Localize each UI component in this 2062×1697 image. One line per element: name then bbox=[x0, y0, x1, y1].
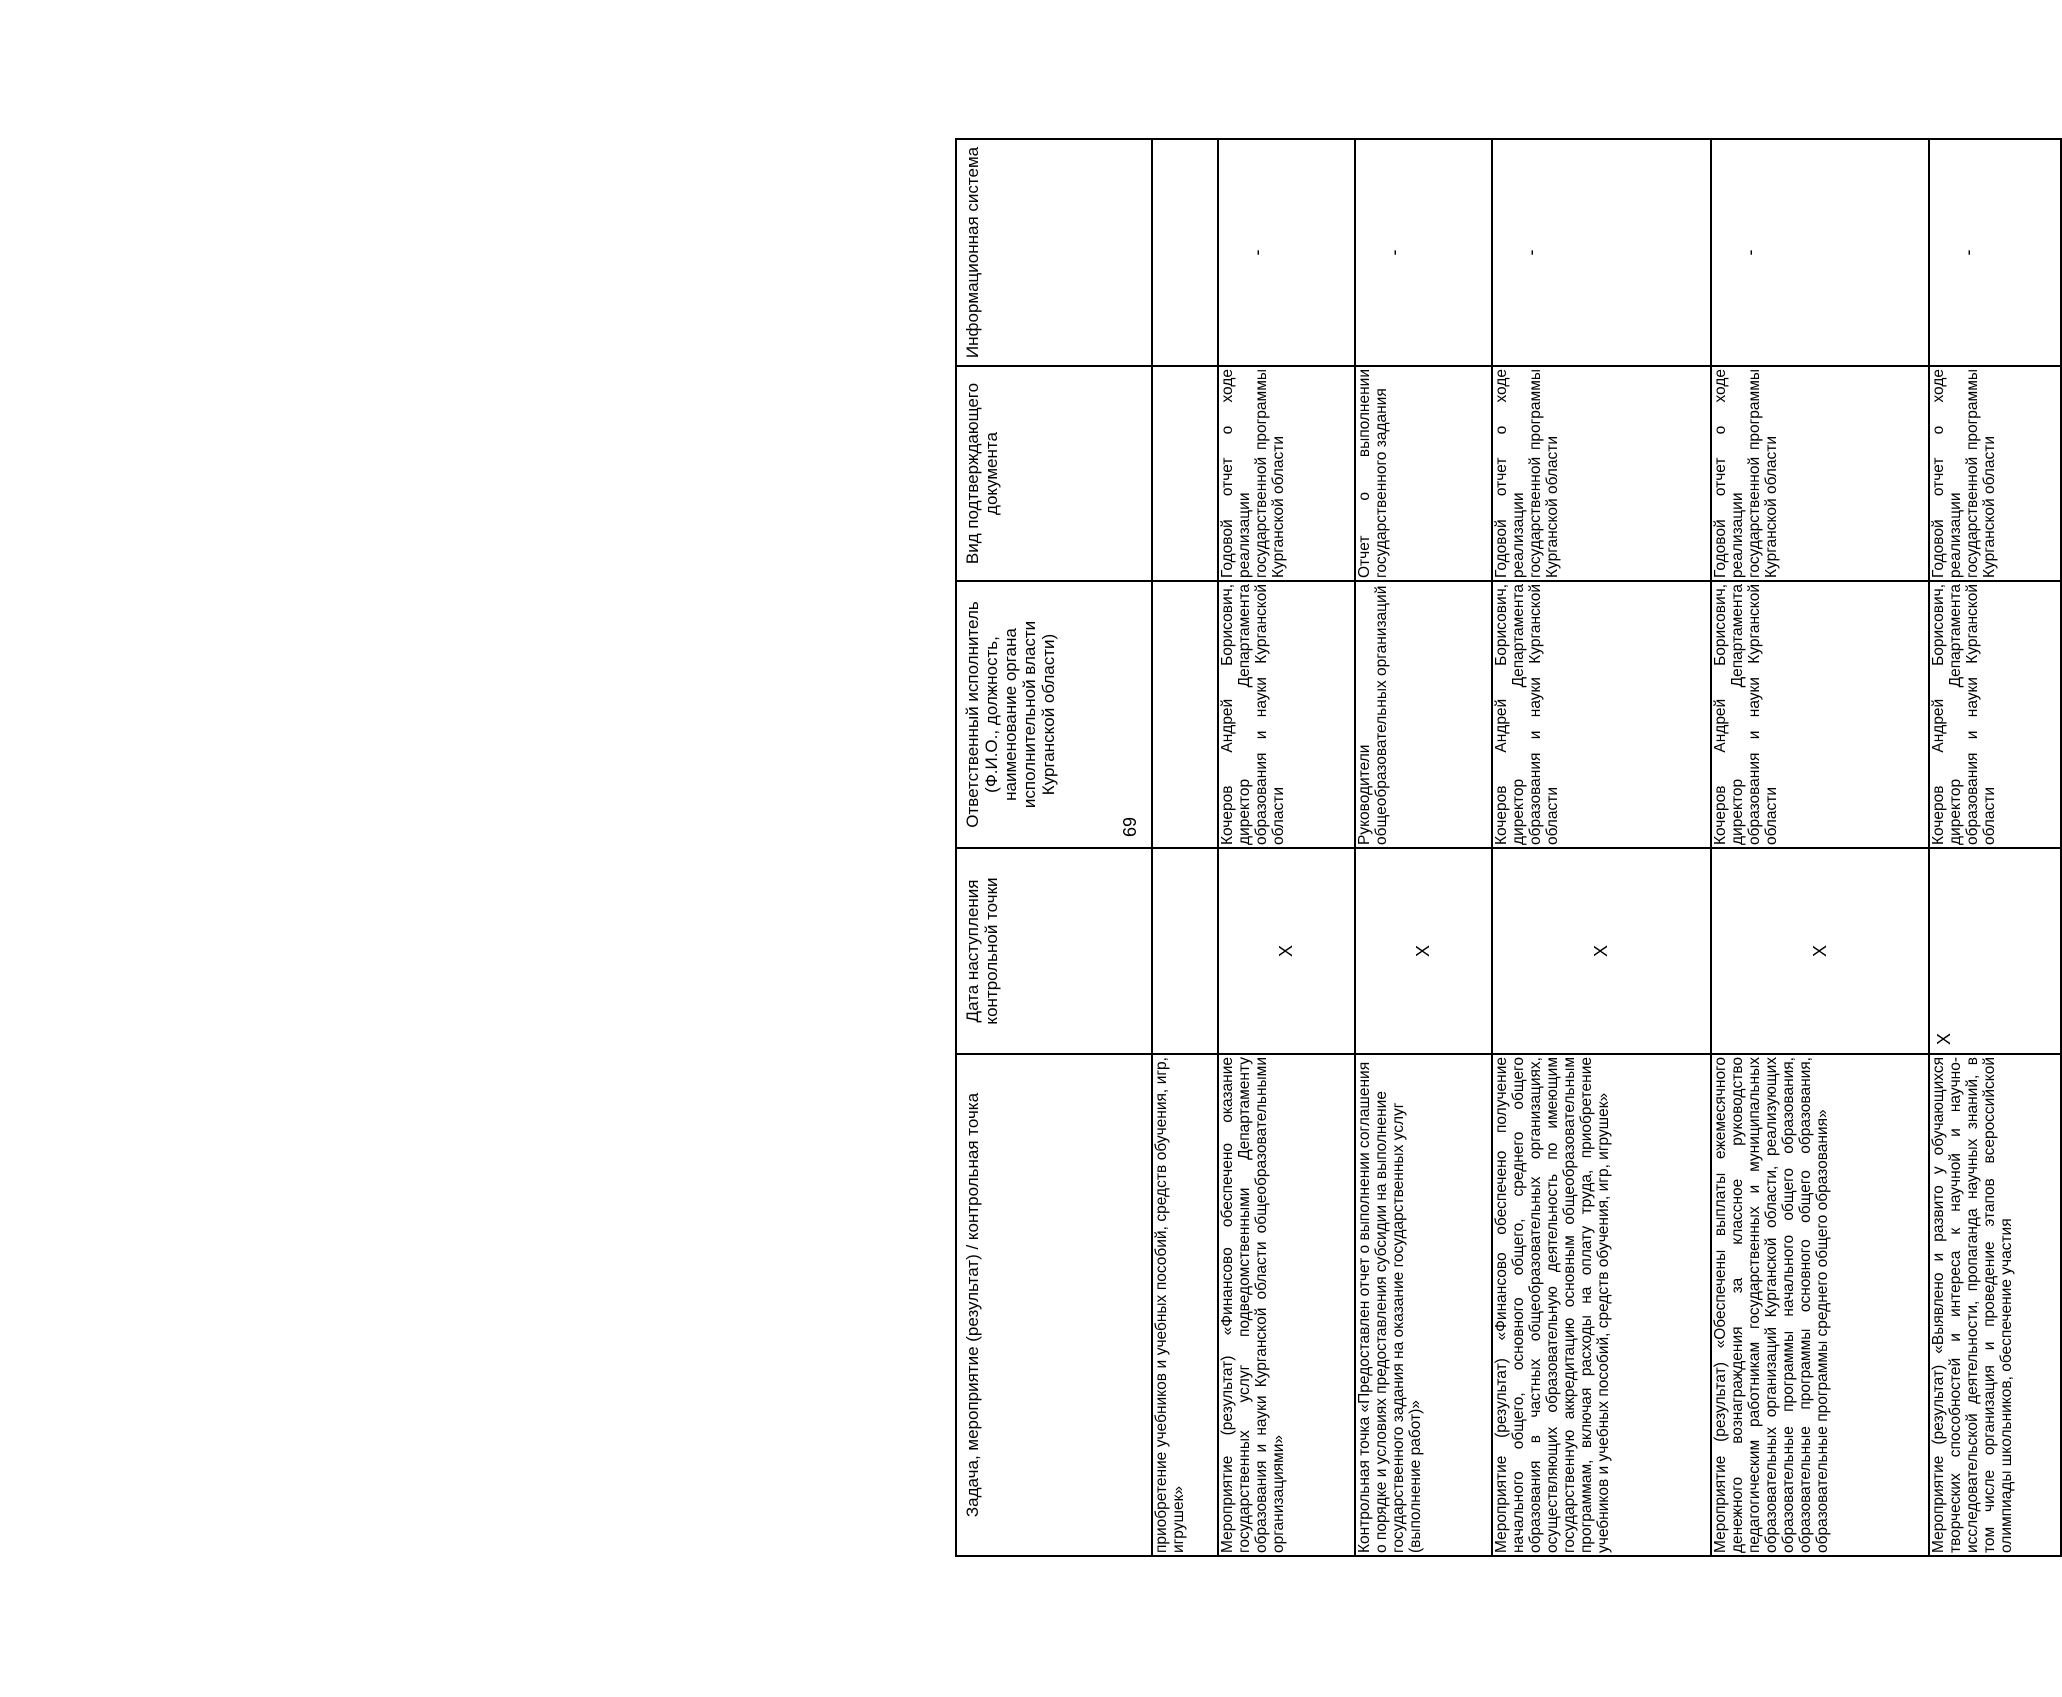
cell-task: Мероприятие (результат) «Выявлено и развито у обучающихся творческих способностей и интереса к научной и научно-исследовательской деятельности, пропаганда научных знаний, в том числе организация и проведение этапов всероссийской олимпиады школьников, обеспечение участия bbox=[1929, 1054, 2061, 1556]
cell-date: X bbox=[1929, 848, 2061, 1054]
table-row bbox=[1218, 139, 1355, 1556]
header-task: Задача, мероприятие (результат) / контрольная точка bbox=[956, 1054, 1152, 1556]
cell-date: X bbox=[1711, 848, 1929, 1054]
cell-task: Мероприятие (результат) «Финансово обеспечено оказание государственных услуг подведомственными Департаменту образования и науки Курганской области общеобразовательными организациями» bbox=[1218, 1054, 1355, 1556]
cell-system: - bbox=[1929, 139, 2061, 366]
cell-date: X bbox=[1218, 848, 1355, 1054]
table-row bbox=[1492, 139, 1711, 1556]
cell-document: Годовой отчет о ходе реализации государственной программы Курганской области bbox=[1492, 366, 1711, 581]
header-document: Вид подтверждающего документа bbox=[956, 366, 1152, 581]
cell-responsible: Кочеров Андрей Борисович, директор Департамента образования и науки Курганской области bbox=[1492, 581, 1711, 848]
header-system: Информационная система bbox=[956, 139, 1152, 366]
cell-task: Мероприятие (результат) «Финансово обеспечено получение начального общего, основного общего, среднего общего образования в частных общеобразовательных организациях, осуществляющих образовательную деятельность по имеющим государственную аккредитацию основным общеобразовательным программам, включая расходы на оплату труда, приобретение учебников и учебных пособий, средств обучения, игр, игрушек» bbox=[1492, 1054, 1711, 1556]
cell-date: X bbox=[1355, 848, 1492, 1054]
cell-date: X bbox=[1492, 848, 1711, 1054]
cell-document: Годовой отчет о ходе реализации государственной программы Курганской области bbox=[1929, 366, 2061, 581]
cell-system: - bbox=[1218, 139, 1355, 366]
cell-task: приобретение учебников и учебных пособий, средств обучения, игр, игрушек» bbox=[1152, 1054, 1218, 1556]
cell-responsible bbox=[1152, 581, 1218, 848]
cell-system bbox=[1152, 139, 1218, 366]
cell-responsible: Кочеров Андрей Борисович, директор Департамента образования и науки Курганской области bbox=[1711, 581, 1929, 848]
cell-responsible: Руководители общеобразовательных организаций bbox=[1355, 581, 1492, 848]
cell-document bbox=[1152, 366, 1218, 581]
table-header-row bbox=[956, 139, 1152, 1556]
table-row bbox=[1152, 139, 1218, 1556]
page-number: 69 bbox=[1120, 816, 1140, 838]
header-responsible: Ответственный исполнитель (Ф.И.О., должность, наименование органа исполнительной власти Курганской области) bbox=[956, 581, 1152, 848]
cell-document: Годовой отчет о ходе реализации государственной программы Курганской области bbox=[1218, 366, 1355, 581]
table-row bbox=[1711, 139, 1929, 1556]
header-date: Дата наступления контрольной точки bbox=[956, 848, 1152, 1054]
table-row bbox=[1929, 139, 2061, 1556]
cell-task: Мероприятие (результат) «Обеспечены выплаты ежемесячного денежного вознаграждения за классное руководство педагогическим работникам государственных и муниципальных образовательных организаций Курганской области, реализующих образовательные программы начального общего образования, образовательные программы основного общего образования, образовательные программы среднего общего образования» bbox=[1711, 1054, 1929, 1556]
control-points-table bbox=[955, 138, 2062, 1557]
cell-document: Годовой отчет о ходе реализации государственной программы Курганской области bbox=[1711, 366, 1929, 581]
cell-task: Контрольная точка «Предоставлен отчет о выполнении соглашения о порядке и условиях предоставления субсидии на выполнение государственного задания на оказание государственных услуг (выполнение работ)» bbox=[1355, 1054, 1492, 1556]
cell-system: - bbox=[1355, 139, 1492, 366]
cell-system: - bbox=[1492, 139, 1711, 366]
cell-responsible: Кочеров Андрей Борисович, директор Департамента образования и науки Курганской области bbox=[1929, 581, 2061, 848]
table-row bbox=[1355, 139, 1492, 1556]
cell-document: Отчет о выполнении государственного задания bbox=[1355, 366, 1492, 581]
cell-system: - bbox=[1711, 139, 1929, 366]
cell-responsible: Кочеров Андрей Борисович, директор Департамента образования и науки Курганской области bbox=[1218, 581, 1355, 848]
cell-date bbox=[1152, 848, 1218, 1054]
